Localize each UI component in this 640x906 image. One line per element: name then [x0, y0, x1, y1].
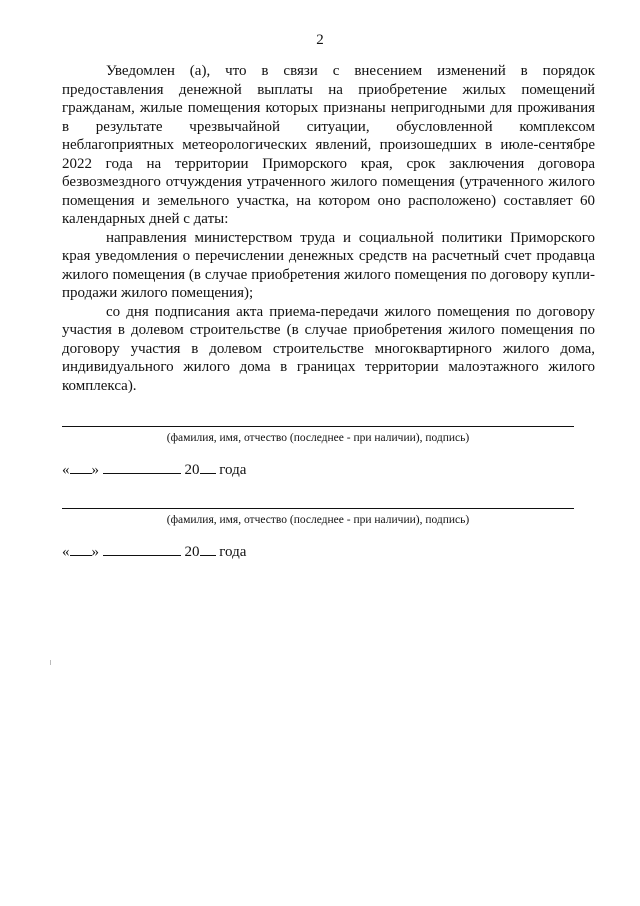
- date-field-2: [62, 541, 246, 561]
- date-month-blank[interactable]: [103, 459, 181, 474]
- date-day-blank[interactable]: [70, 541, 92, 556]
- signature-block-2: [62, 508, 574, 527]
- notice-paragraph-intro: Уведомлен (а), что в связи с внесением изменений в порядок предоставления денежной выплаты на приобретение жилых помещений гражданам, жилые помещения которых признаны непригодными для проживания в результате чрезвычайной ситуации, обусловленной комплексом неблагоприятных метеорологических явлений, произошедших в июле-сентябре 2022 года на территории Приморского края, срок заключения договора безвозмездного отчуждения утраченного жилого помещения (утраченного жилого помещения и земельного участка, на котором оно расположено) составляет 60 календарных дней с даты:: [62, 63, 595, 227]
- signature-line[interactable]: [62, 508, 574, 509]
- date-year-blank[interactable]: [200, 541, 216, 556]
- date-open-quote: «: [62, 544, 70, 560]
- date-year-suffix: года: [219, 462, 247, 478]
- scan-artifact: [50, 660, 51, 665]
- signature-caption: (фамилия, имя, отчество (последнее - при наличии), подпись): [166, 432, 470, 444]
- date-year-prefix: 20: [184, 544, 200, 560]
- signature-caption: (фамилия, имя, отчество (последнее - при наличии), подпись): [166, 514, 470, 526]
- signature-block-1: [62, 426, 574, 445]
- page-number: 2: [316, 32, 324, 48]
- signature-line[interactable]: [62, 426, 574, 427]
- date-field-1: [62, 459, 246, 479]
- notice-paragraph-ministry: направления министерством труда и социальной политики Приморского края уведомления о перечислении денежных средств на расчетный счет продавца жилого помещения (в случае приобретения жилого помещения по договору купли-продажи жилого помещения);: [62, 229, 595, 301]
- date-year-prefix: 20: [184, 462, 200, 478]
- notice-body: [62, 62, 595, 395]
- date-day-blank[interactable]: [70, 459, 92, 474]
- notice-paragraph-act: со дня подписания акта приема-передачи жилого помещения по договору участия в долевом строительстве (в случае приобретения жилого помещения по договору участия в долевом строительстве многоквартирного жилого дома, индивидуального жилого дома в границах территории малоэтажного жилого комплекса).: [62, 303, 595, 394]
- date-close-quote: »: [91, 462, 99, 478]
- date-month-blank[interactable]: [103, 541, 181, 556]
- date-year-blank[interactable]: [200, 459, 216, 474]
- date-open-quote: «: [62, 462, 70, 478]
- date-year-suffix: года: [219, 544, 247, 560]
- date-close-quote: »: [91, 544, 99, 560]
